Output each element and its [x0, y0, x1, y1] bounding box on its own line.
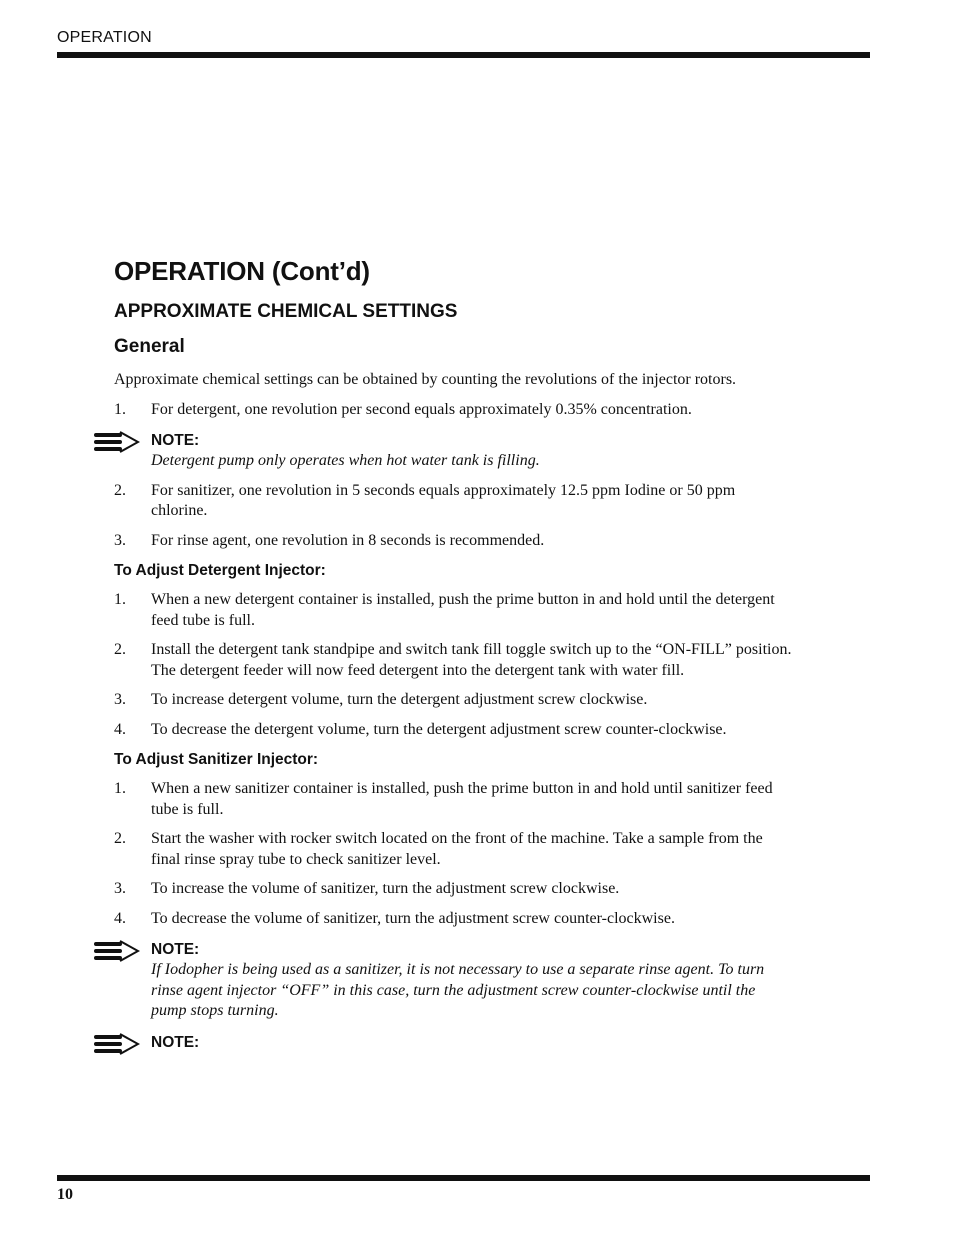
list-text: Install the detergent tank standpipe and switch tank fill toggle switch up to the “ON-FILL” position. The detergent feeder will now feed detergent into the detergent tank with water fill. — [151, 641, 792, 679]
note-block — [114, 940, 794, 1022]
list-number: 4. — [114, 720, 126, 738]
page-title: OPERATION (Cont’d) — [114, 256, 370, 286]
note-icon — [94, 431, 140, 453]
list-item — [114, 909, 794, 930]
note-text: Detergent pump only operates when hot water tank is filling. — [151, 452, 540, 469]
list-number: 4. — [114, 909, 126, 927]
list-number: 1. — [114, 591, 126, 608]
list-text: To decrease the detergent volume, turn the detergent adjustment screw counter-clockwise. — [151, 720, 727, 738]
list-text: To decrease the volume of sanitizer, turn the adjustment screw counter-clockwise. — [151, 909, 675, 927]
note-text: If Iodopher is being used as a sanitizer, it is not necessary to use a separate rinse agent. To turn rinse agent injector “OFF” in this case, turn the adjustment screw counter-clockwise until the pump stops turning. — [151, 961, 765, 1019]
list-text: For rinse agent, one revolution in 8 seconds is recommended. — [151, 531, 545, 549]
list-number: 3. — [114, 880, 126, 897]
note-block — [114, 431, 794, 472]
note-label: NOTE: — [151, 941, 200, 958]
subsection-title: General — [114, 336, 185, 357]
list-text: To increase detergent volume, turn the detergent adjustment screw clockwise. — [151, 691, 648, 708]
list-number: 2. — [114, 830, 126, 847]
list-text: Start the washer with rocker switch located on the front of the machine. Take a sample from the final rinse spray tube to check sanitizer level. — [151, 830, 763, 868]
list-number: 2. — [114, 481, 126, 499]
list-number: 3. — [114, 691, 126, 708]
list-item — [114, 590, 794, 631]
note-block — [114, 1033, 794, 1053]
footer-rule — [57, 1175, 870, 1181]
list-text: For detergent, one revolution per second equals approximately 0.35% concentration. — [151, 400, 692, 418]
note-label: NOTE: — [151, 432, 200, 449]
list-number: 1. — [114, 780, 126, 797]
list-item — [114, 640, 794, 681]
note-icon — [94, 1033, 140, 1055]
page-number: 10 — [57, 1186, 73, 1203]
list-text: For sanitizer, one revolution in 5 seconds equals approximately 12.5 ppm Iodine or 50 ppm chlorine. — [151, 481, 736, 519]
list-text: When a new sanitizer container is installed, push the prime button in and hold until sanitizer feed tube is full. — [151, 780, 773, 818]
note-icon — [94, 940, 140, 962]
list-number: 2. — [114, 641, 126, 658]
note-label: NOTE: — [151, 1033, 200, 1051]
list-item — [114, 879, 794, 900]
list-item — [114, 531, 794, 552]
detergent-heading: To Adjust Detergent Injector: — [114, 562, 326, 579]
list-item — [114, 690, 794, 711]
list-number: 3. — [114, 531, 126, 549]
intro-paragraph: Approximate chemical settings can be obtained by counting the revolutions of the injector rotors. — [114, 371, 737, 388]
list-item — [114, 720, 794, 741]
running-header: OPERATION — [57, 29, 152, 46]
header-rule — [57, 52, 870, 58]
list-item — [114, 779, 794, 820]
list-text: When a new detergent container is installed, push the prime button in and hold until the detergent feed tube is full. — [151, 591, 775, 629]
list-text: To increase the volume of sanitizer, turn the adjustment screw clockwise. — [151, 880, 620, 897]
page-content — [114, 254, 794, 1053]
list-item — [114, 481, 794, 522]
list-number: 1. — [114, 400, 126, 418]
list-item — [114, 400, 794, 421]
list-item — [114, 829, 794, 870]
section-title: APPROXIMATE CHEMICAL SETTINGS — [114, 301, 458, 322]
sanitizer-heading: To Adjust Sanitizer Injector: — [114, 751, 319, 768]
